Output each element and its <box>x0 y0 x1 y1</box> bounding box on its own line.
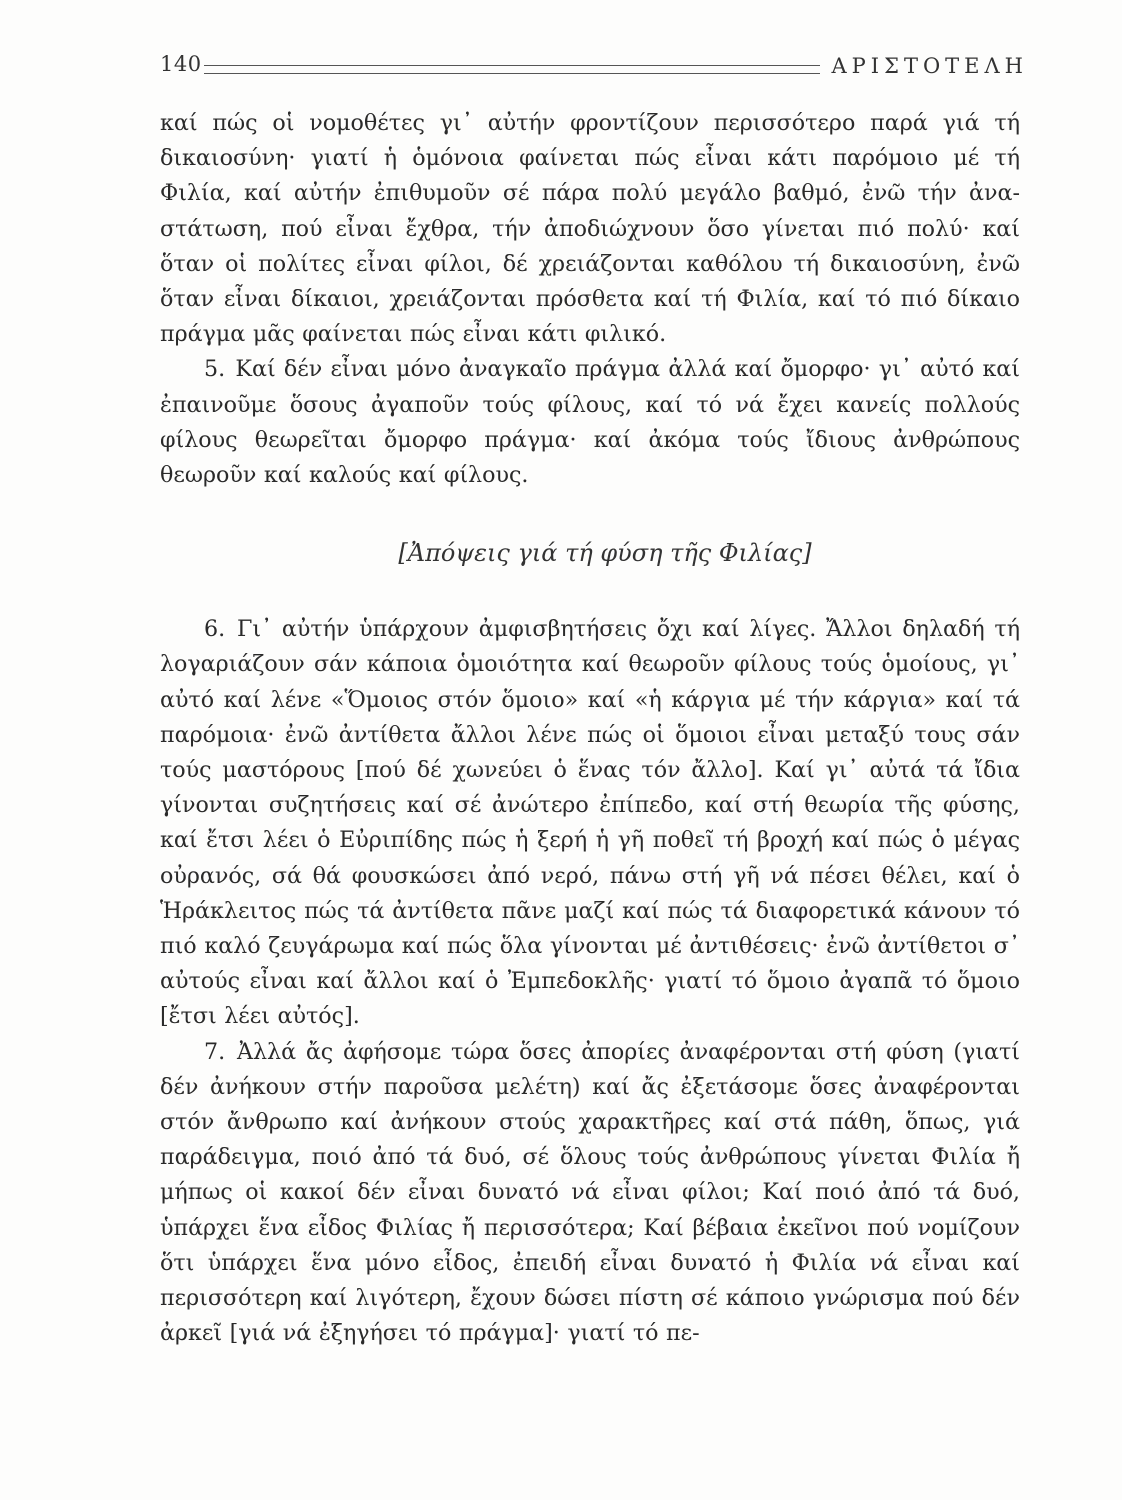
paragraph-number: 6. <box>204 616 226 643</box>
paragraph-number: 5. <box>204 356 226 383</box>
paragraph-6 <box>160 612 1020 1034</box>
paragraph-5 <box>160 352 1020 493</box>
paragraph-7 <box>160 1035 1020 1352</box>
paragraph-text: Γι᾽ αὐτήν ὑπάρχουν ἀμφισβητήσεις ὄχι καί λίγες. Ἄλλοι δηλαδή τή λογαριάζουν σάν κάποια ὁμοιότητα καί θεωροῦν φίλους τούς ὁμοίους, γι᾽ αὐτό καί λένε «Ὅμοιος στόν ὅμοιο» καί «ἡ κάργια μέ τήν κάργια» καί τά παρόμοια· ἐνῶ ἀντίθετα ἄλλοι λένε πώς οἱ ὅμοιοι εἶναι μεταξύ τους σάν τούς μαστόρους [πού δέ χωνεύει ὁ ἕνας τόν ἄλλο]. Καί γι᾽ αὐτά τά ἴδια γίνονται συζητήσεις καί σέ ἀνώτερο ἐπίπεδο, καί στή θεωρία τῆς φύσης, καί ἔτσι λέει ὁ Εὐριπίδης πώς ἡ ξερή ἡ γῆ ποθεῖ τή βροχή καί πώς ὁ μέγας οὐρανός, σά θά φουσκώσει ἀπό νερό, πάνω στή γῆ νά πέσει θέλει, καί ὁ Ἡράκλειτος πώς τά ἀντίθετα πᾶνε μαζί καί πώς τά διαφορετικά κάνουν τό πιό καλό ζευγάρωμα καί πώς ὅλα γίνονται μέ ἀντιθέσεις· ἐνῶ ἀντίθετοι σ᾽ αὐτούς εἶναι καί ἄλλοι καί ὁ Ἐμπεδοκλῆς· γιατί τό ὅμοιο ἀγαπᾶ τό ὅμοιο [ἔτσι λέει αὐτός]. <box>160 616 1020 1030</box>
section-heading: [Ἀπόψεις γιά τή φύση τῆς Φιλίας] <box>398 539 812 568</box>
paragraph-text: Καί δέν εἶναι μόνο ἀναγκαῖο πράγμα ἀλλά καί ὄμορφο· γι᾽ αὐτό καί ἐπαινοῦμε ὅσους ἀγαποῦν τούς φίλους, καί τό νά ἔχει κανείς πολλούς φίλους θεωρεῖται ὄμορφο πράγμα· καί ἀκόμα τούς ἴδιους ἀνθρώπους θεωροῦν καί καλούς καί φίλους. <box>160 356 1020 489</box>
page-body <box>160 106 1020 1352</box>
running-title: ΑΡΙΣΤΟΤΕΛΗ <box>831 54 1028 78</box>
page-number: 140 <box>160 52 202 76</box>
header-double-rule <box>204 65 820 74</box>
paragraph-text: Ἀλλά ἄς ἀφήσομε τώρα ὅσες ἀπορίες ἀναφέρονται στή φύση (γιατί δέν ἀνήκουν στήν παροῦσα μελέτη) καί ἄς ἐξετάσομε ὅσες ἀναφέρονται στόν ἄνθρωπο καί ἀνήκουν στούς χαρακτῆρες καί στά πάθη, ὅπως, γιά παράδειγμα, ποιό ἀπό τά δυό, σέ ὅλους τούς ἀνθρώπους γίνεται Φιλία ἤ μήπως οἱ κακοί δέν εἶναι δυνατό νά εἶναι φίλοι; Καί ποιό ἀπό τά δυό, ὑπάρχει ἕνα εἶδος Φιλίας ἤ περισσότερα; Καί βέβαια ἐκεῖνοι πού νομίζουν ὅτι ὑπάρχει ἕνα μόνο εἶδος, ἐπειδή εἶναι δυνατό ἡ Φιλία νά εἶναι καί περισσότερη καί λιγότερη, ἔχουν δώσει πίστη σέ κάποιο γνώρισμα πού δέν ἀρκεῖ [γιά νά ἐξηγήσει τό πράγμα]· γιατί τό πε- <box>160 1038 1020 1347</box>
paragraph-number: 7. <box>204 1038 226 1065</box>
paragraph-continuation <box>160 106 1020 352</box>
paragraph-text: καί πώς οἱ νομοθέτες γι᾽ αὐτήν φροντίζουν περισσότερο παρά γιά τή δικαιοσύνη· γιατί ἡ ὁμόνοια φαίνεται πώς εἶναι κάτι παρόμοιο μέ τή Φιλία, καί αὐτήν ἐπιθυμοῦν σέ πάρα πολύ μεγάλο βαθμό, ἐνῶ τήν ἀναστάτωση, πού εἶναι ἔχθρα, τήν ἀποδιώχνουν ὅσο γίνεται πιό πολύ· καί ὅταν οἱ πολίτες εἶναι φίλοι, δέ χρειάζονται καθόλου τή δικαιοσύνη, ἐνῶ ὅταν εἶναι δίκαιοι, χρειάζονται πρόσθετα καί τή Φιλία, καί τό πιό δίκαιο πράγμα μᾶς φαίνεται πώς εἶναι κάτι φιλικό. <box>160 110 1020 348</box>
page-header <box>160 52 1028 82</box>
